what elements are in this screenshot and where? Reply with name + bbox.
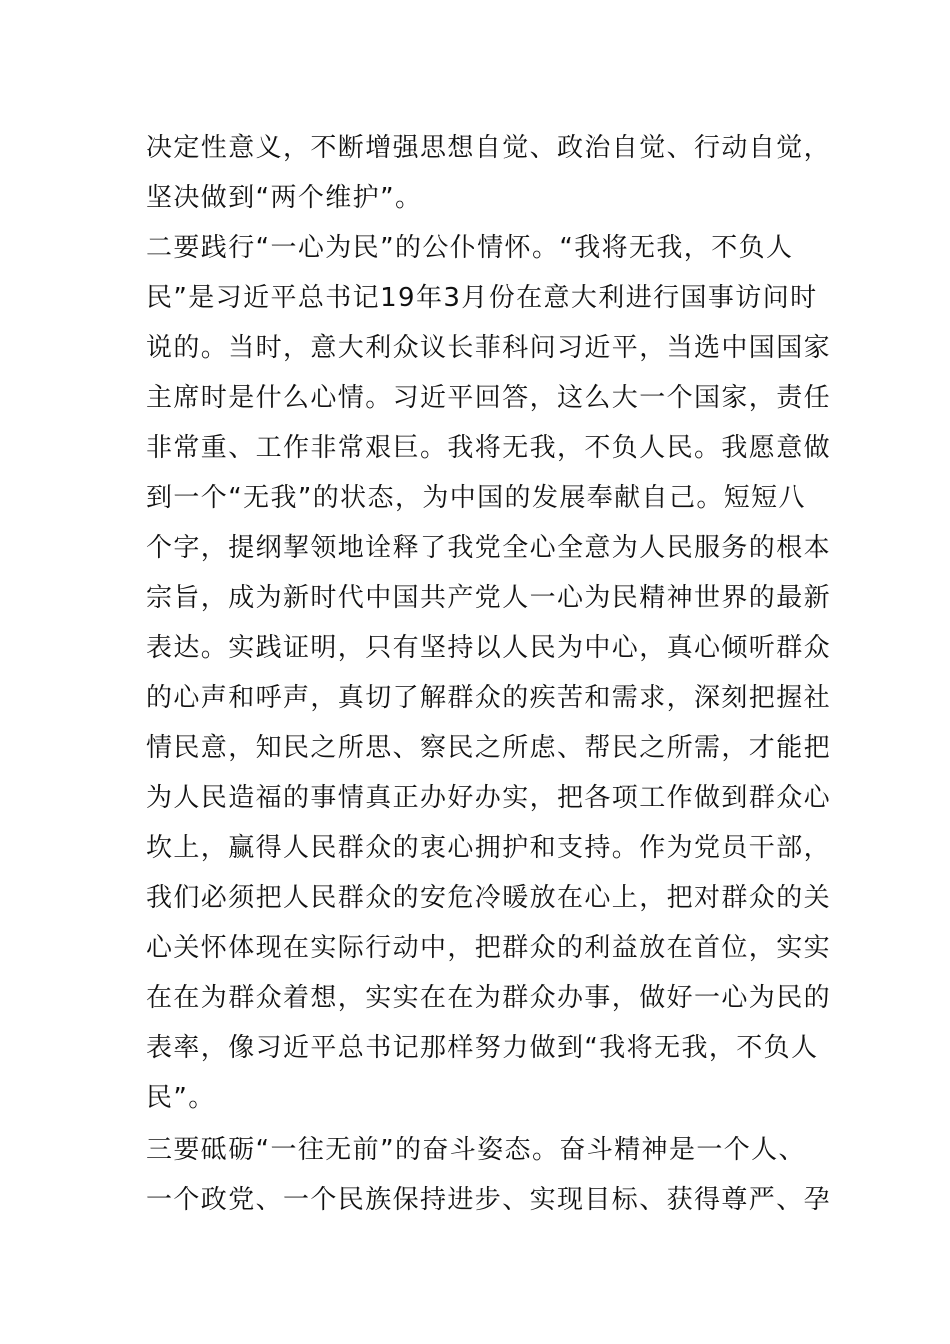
text-line: 非常重、工作非常艰巨。我将无我，不负人民。我愿意做 [146, 433, 832, 463]
text-line: 情民意，知民之所思、察民之所虑、帮民之所需，才能把 [146, 733, 832, 763]
text-line: 坚决做到“两个维护”。 [146, 183, 423, 213]
text-line: 在在为群众着想，实实在在为群众办事，做好一心为民的 [146, 983, 832, 1013]
text-line: 三要砥砺“一往无前”的奋斗姿态。奋斗精神是一个人、 [146, 1135, 806, 1165]
text-line: 我们必须把人民群众的安危冷暖放在心上，把对群众的关 [146, 883, 832, 913]
text-line: 个字，提纲挈领地诠释了我党全心全意为人民服务的根本 [146, 533, 832, 563]
text-line: 为人民造福的事情真正办好办实，把各项工作做到群众心 [146, 783, 832, 813]
text-line: 二要践行“一心为民”的公仆情怀。“我将无我，不负人 [146, 233, 794, 263]
text-line: 宗旨，成为新时代中国共产党人一心为民精神世界的最新 [146, 583, 832, 613]
text-line: 民”是习近平总书记19年3月份在意大利进行国事访问时 [146, 283, 818, 313]
text-line: 一个政党、一个民族保持进步、实现目标、获得尊严、孕 [146, 1185, 832, 1215]
text-line: 表率，像习近平总书记那样努力做到“我将无我，不负人 [146, 1033, 819, 1063]
text-line: 决定性意义，不断增强思想自觉、政治自觉、行动自觉， [146, 133, 832, 163]
text-line: 坎上，赢得人民群众的衷心拥护和支持。作为党员干部， [146, 833, 832, 863]
text-line: 民”。 [146, 1083, 216, 1113]
text-line: 心关怀体现在实际行动中，把群众的利益放在首位，实实 [146, 933, 832, 963]
text-line: 表达。实践证明，只有坚持以人民为中心，真心倾听群众 [146, 633, 832, 663]
text-line: 的心声和呼声，真切了解群众的疾苦和需求，深刻把握社 [146, 683, 832, 713]
text-line: 到一个“无我”的状态，为中国的发展奉献自己。短短八 [146, 483, 806, 513]
text-line: 主席时是什么心情。习近平回答，这么大一个国家，责任 [146, 383, 832, 413]
text-line: 说的。当时，意大利众议长菲科问习近平，当选中国国家 [146, 333, 832, 363]
